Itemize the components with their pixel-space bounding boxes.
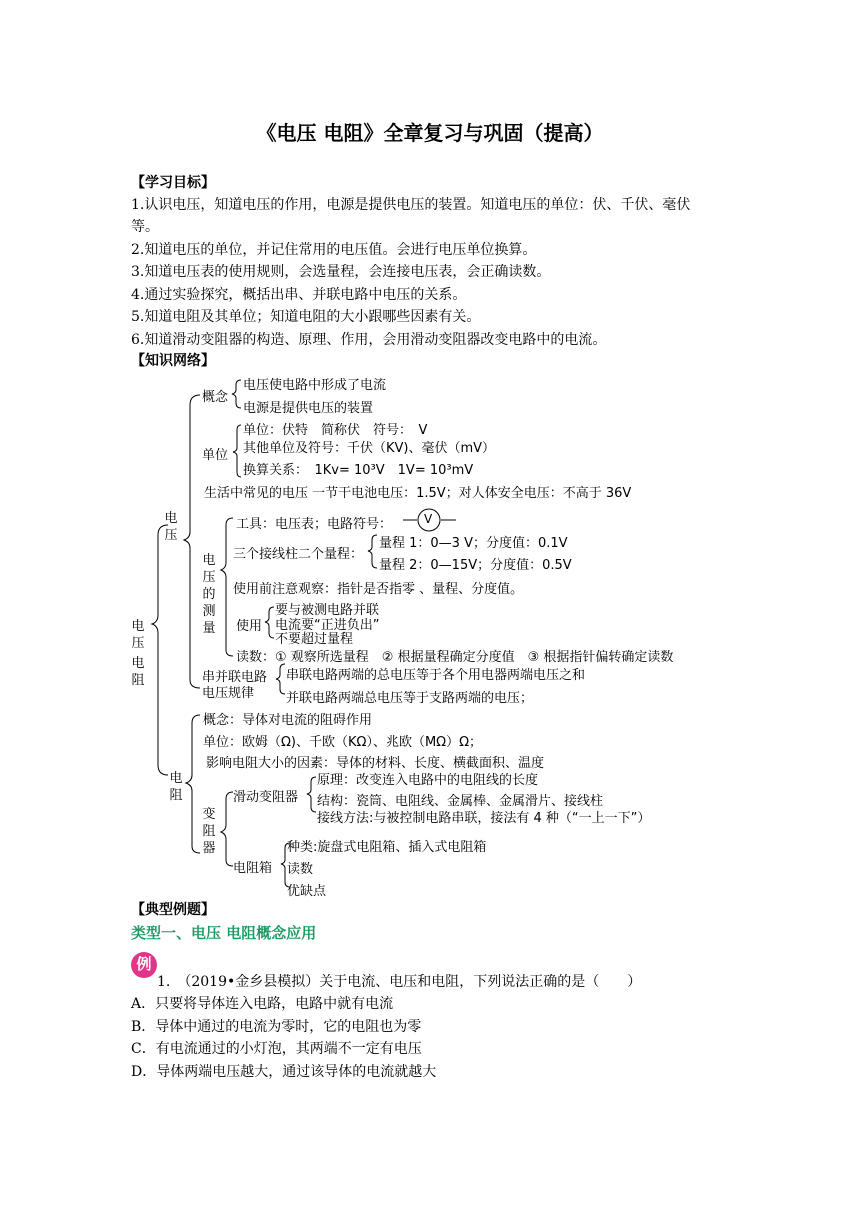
page-title: 《电压 电阻》全章复习与巩固（提高） [256,121,604,145]
objective-item: 5.知道电阻及其单位；知道电阻的大小跟哪些因素有关。 [131,309,481,325]
objective-item: 等。 [131,219,159,235]
voltage-branch-label: 电压 [164,511,178,543]
objective-item: 3.知道电压表的使用规则，会选量程，会连接电压表，会正确读数。 [131,264,551,280]
voltage-concept-item: 电源是提供电压的装置 [243,401,374,416]
objective-item: 4.通过实验探究，概括出串、并联电路中电压的关系。 [131,287,467,303]
measure-reading: 读数：① 观察所选量程 ② 根据量程确定分度值 ③ 根据指针偏转确定读数 [236,650,674,665]
resistance-box-label: 电阻箱 [233,861,273,876]
tree-root-voltage: 电压 [131,619,145,651]
option-d: D．导体两端电压越大，通过该导体的电流就越大 [131,1064,437,1080]
voltage-measure-label: 电压的测量 [202,553,216,636]
objective-item: 2.知道电压的单位，并记住常用的电压值。会进行电压单位换算。 [131,242,537,258]
slide-rheostat-label: 滑动变阻器 [233,790,299,805]
option-a: A．只要将导体连入电路，电路中就有电流 [131,996,394,1012]
measure-use-item: 要与被测电路并联 [275,603,380,618]
voltage-unit-item: 换算关系： 1Kv= 10³V 1V= 10³mV [243,463,474,478]
voltage-unit-item: 单位：伏特 简称伏 符号： V [243,423,428,438]
tree-root-resistance: 电阻 [131,656,145,688]
voltmeter-symbol: V [424,512,433,526]
rheostat-label: 变阻器 [202,807,216,856]
measure-range-item: 量程 1：0—3 V；分度值：0.1V [379,536,568,551]
resistance-concept: 概念：导体对电流的阻碍作用 [203,713,373,728]
slide-rheostat-item: 结构：瓷筒、电阻线、金属棒、金属滑片、接线柱 [317,794,604,809]
slide-rheostat-item: 接线方法:与被控制电路串联，接法有 4 种（“一上一下”） [317,811,651,826]
series-item: 并联电路两端总电压等于支路两端的电压； [286,691,534,706]
objectives-heading: 【学习目标】 [131,175,215,191]
series-item: 串联电路两端的总电压等于各个用电器两端电压之和 [286,668,586,683]
slide-rheostat-item: 原理：改变连入电路中的电阻线的长度 [317,773,539,788]
objective-item: 1.认识电压，知道电压的作用，电源是提供电压的装置。知道电压的单位：伏、千伏、毫伏 [131,197,691,213]
measure-use-label: 使用 [236,619,263,634]
resistance-branch-label: 电阻 [169,771,183,803]
resistance-box-item: 优缺点 [287,884,327,899]
measure-range-item: 量程 2：0—15V；分度值：0.5V [379,558,572,573]
objective-item: 6.知道滑动变阻器的构造、原理、作用，会用滑动变阻器改变电路中的电流。 [131,332,607,348]
measure-tool: 工具：电压表；电路符号： [236,517,393,532]
resistance-factors: 影响电阻大小的因素：导体的材料、长度、横截面积、温度 [206,756,545,771]
measure-use-item: 不要超过量程 [275,632,354,647]
examples-heading: 【典型例题】 [131,902,215,918]
measure-before-use: 使用前注意观察：指针是否指零 、量程、分度值。 [233,582,524,597]
measure-ranges-label: 三个接线柱二个量程： [233,547,364,562]
measure-use-item: 电流要“正进负出” [275,618,380,633]
example-badge: 例 [131,952,157,978]
voltage-unit-item: 其他单位及符号：千伏（KV)、毫伏（mV） [243,441,496,456]
type1-heading: 类型一、电压 电阻概念应用 [131,924,317,942]
option-c: C．有电流通过的小灯泡，其两端不一定有电压 [131,1041,422,1057]
resistance-unit: 单位：欧姆（Ω)、千欧（KΩ）、兆欧（MΩ）Ω； [203,735,483,750]
question-text: 1. （2019•金乡县模拟）关于电流、电压和电阻，下列说法正确的是（ ） [157,974,642,990]
series-label: 电压规律 [202,686,255,701]
option-b: B．导体中通过的电流为零时，它的电阻也为零 [131,1019,422,1035]
resistance-box-item: 读数 [287,862,314,877]
voltage-common-values: 生活中常见的电压 一节干电池电压：1.5V；对人体安全电压：不高于 36V [204,486,632,501]
network-heading: 【知识网络】 [131,353,215,369]
series-label: 串并联电路 [202,670,268,685]
voltage-concept-label: 概念 [202,390,229,405]
voltage-concept-item: 电压使电路中形成了电流 [243,378,387,393]
voltage-unit-label: 单位 [202,448,229,463]
resistance-box-item: 种类:旋盘式电阻箱、插入式电阻箱 [287,840,487,855]
